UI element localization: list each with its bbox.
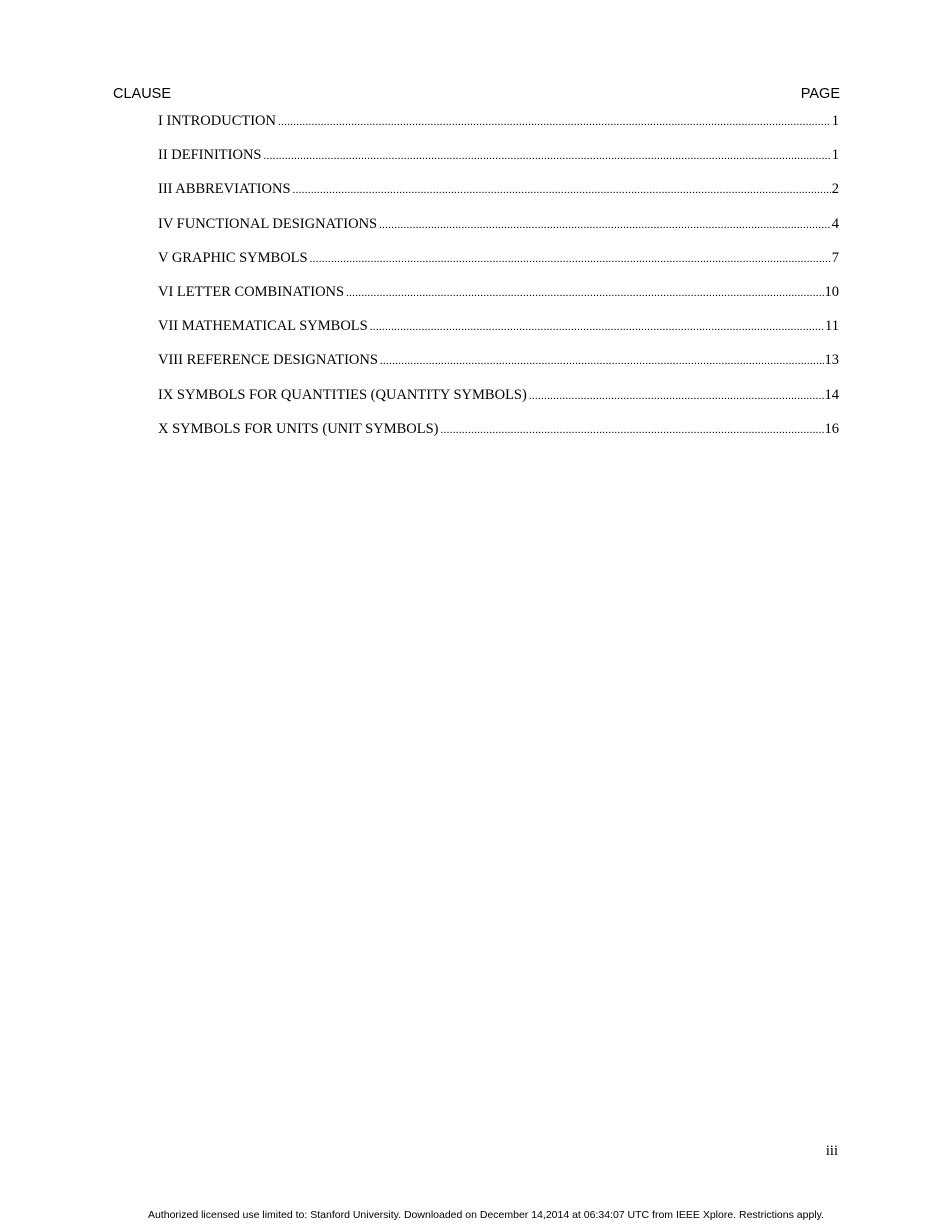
toc-entry-definitions[interactable] [158, 146, 839, 180]
toc-entry-page: 7 [831, 249, 839, 266]
toc-entry-title: IX SYMBOLS FOR QUANTITIES (QUANTITY SYMBOLS) [158, 386, 527, 403]
page-number: iii [825, 1143, 838, 1159]
toc-entry-title: X SYMBOLS FOR UNITS (UNIT SYMBOLS) [158, 420, 439, 437]
toc-entry-page: 1 [831, 113, 839, 129]
dot-leader [441, 421, 824, 439]
toc-entry-page: 13 [824, 352, 839, 369]
dot-leader [278, 113, 831, 131]
dot-leader [264, 147, 831, 165]
toc-entry-title: II DEFINITIONS [158, 147, 262, 164]
toc-entry-abbreviations[interactable] [158, 180, 839, 214]
table-of-contents [158, 112, 839, 454]
toc-entry-title: III ABBREVIATIONS [158, 181, 291, 198]
dot-leader [370, 318, 824, 336]
toc-entry-letter-combinations[interactable] [158, 283, 839, 317]
toc-entry-title: V GRAPHIC SYMBOLS [158, 249, 308, 266]
toc-entry-title: IV FUNCTIONAL DESIGNATIONS [158, 215, 378, 232]
dot-leader [379, 216, 831, 234]
dot-leader [529, 387, 824, 405]
dot-leader [380, 352, 824, 370]
toc-header [113, 85, 840, 105]
toc-entry-introduction[interactable] [158, 112, 839, 146]
toc-entry-title: VII MATHEMATICAL SYMBOLS [158, 318, 368, 335]
dot-leader [293, 181, 831, 199]
toc-entry-quantity-symbols[interactable] [158, 386, 839, 420]
dot-leader [346, 284, 823, 302]
toc-entry-graphic-symbols[interactable] [158, 249, 839, 283]
toc-entry-page: 4 [831, 215, 839, 232]
clause-column-label: CLAUSE [113, 86, 172, 102]
toc-entry-title: VI LETTER COMBINATIONS [158, 283, 345, 300]
toc-entry-title: I INTRODUCTION [158, 113, 276, 129]
toc-entry-title: VIII REFERENCE DESIGNATIONS [158, 352, 378, 369]
page-column-label: PAGE [800, 86, 840, 102]
toc-entry-page: 1 [831, 147, 839, 164]
toc-entry-mathematical-symbols[interactable] [158, 317, 839, 351]
toc-entry-page: 10 [824, 283, 839, 300]
license-footer: Authorized licensed use limited to: Stanford University. Downloaded on December 14,2014 at 06:34:07 UTC from IEEE Xplore. Restrictions apply. [147, 1209, 825, 1221]
toc-entry-page: 11 [825, 318, 839, 335]
toc-entry-page: 2 [831, 181, 839, 198]
toc-entry-page: 16 [824, 420, 839, 437]
toc-entry-functional-designations[interactable] [158, 215, 839, 249]
toc-entry-unit-symbols[interactable] [158, 420, 839, 454]
toc-entry-reference-designations[interactable] [158, 351, 839, 385]
toc-entry-page: 14 [824, 386, 839, 403]
dot-leader [310, 250, 831, 268]
